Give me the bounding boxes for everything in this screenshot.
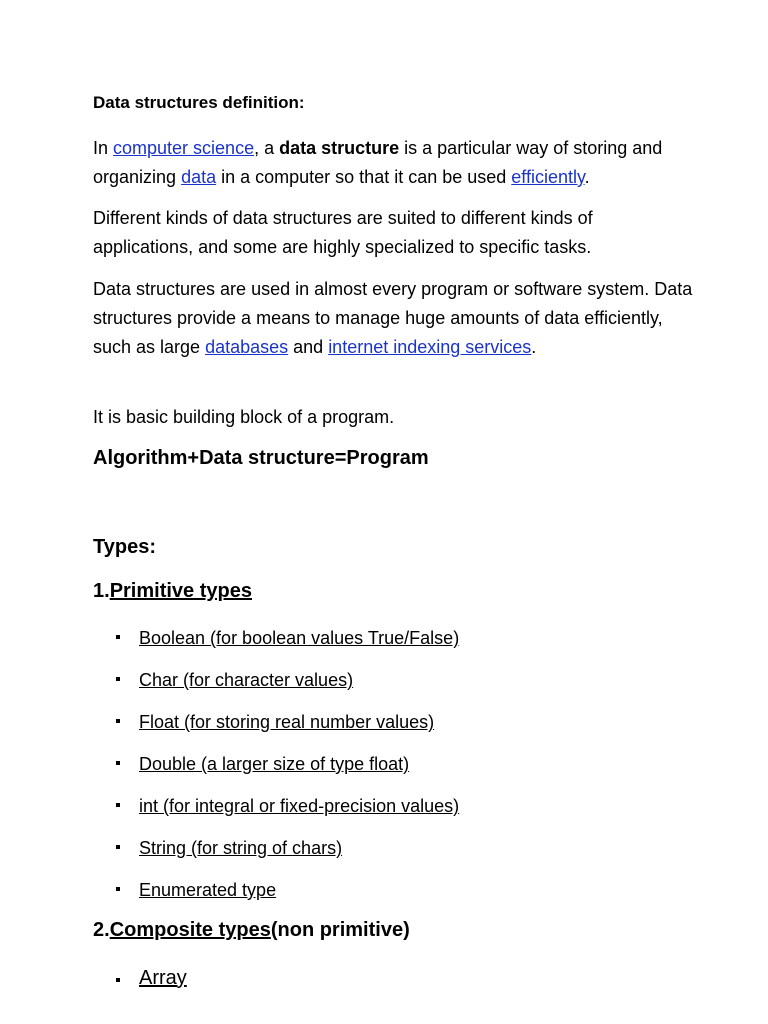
paragraph-definition (93, 134, 693, 192)
formula-heading: Algorithm+Data structure=Program (93, 447, 429, 469)
types-heading: Types: (93, 536, 156, 558)
bullet-icon (116, 677, 120, 681)
list-item-text: Array (139, 967, 187, 989)
section2-number: 2. (93, 919, 110, 941)
section-composite-heading (93, 919, 410, 942)
p1-text-5: . (584, 167, 590, 187)
p1-text-4: in a computer so that it can be used (216, 167, 512, 187)
section-primitive-heading (93, 580, 252, 603)
bullet-icon (116, 803, 120, 807)
bullet-icon (116, 719, 120, 723)
link-internet-indexing-services[interactable]: internet indexing services (328, 337, 532, 357)
paragraph-building-block: It is basic building block of a program. (93, 407, 395, 427)
section2-title: Composite types (109, 919, 271, 941)
bullet-icon (116, 887, 120, 891)
section1-title: Primitive types (109, 580, 252, 602)
p1-text-2: , a (254, 138, 280, 158)
link-databases[interactable]: databases (205, 337, 289, 357)
p1-text-1: In (93, 138, 114, 158)
p3-text-1: Data structures are used in almost every program or software system. Data structures provide a means to manage huge amounts of data efficiently, such as large (93, 279, 693, 357)
link-efficiently[interactable]: efficiently (511, 167, 585, 187)
paragraph-usage (93, 275, 693, 362)
list-item-text: Boolean (for boolean values True/False) (139, 628, 460, 648)
p1-bold-data-structure: data structure (279, 138, 400, 158)
p1-text-3: is a particular way of storing and organizing (93, 138, 663, 187)
list-item-text: Enumerated type (139, 880, 277, 900)
list-item-text: String (for string of chars) (139, 838, 343, 858)
section2-suffix: (non primitive) (270, 919, 410, 941)
list-item-text: int (for integral or fixed-precision values) (139, 796, 460, 816)
list-item-text: Char (for character values) (139, 670, 354, 690)
bullet-icon (116, 635, 120, 639)
definition-heading: Data structures definition: (93, 93, 305, 112)
link-computer-science[interactable]: computer science (113, 138, 255, 158)
bullet-icon (116, 845, 120, 849)
link-data[interactable]: data (181, 167, 217, 187)
section1-number: 1. (93, 580, 110, 602)
p3-text-3: . (531, 337, 537, 357)
list-item-text: Double (a larger size of type float) (139, 754, 410, 774)
paragraph-kinds: Different kinds of data structures are suited to different kinds of applications, and some are highly specialized to specific tasks. (93, 208, 593, 257)
bullet-icon (116, 761, 120, 765)
list-item-text: Float (for storing real number values) (139, 712, 435, 732)
p3-text-2: and (288, 337, 329, 357)
bullet-icon (116, 978, 120, 982)
